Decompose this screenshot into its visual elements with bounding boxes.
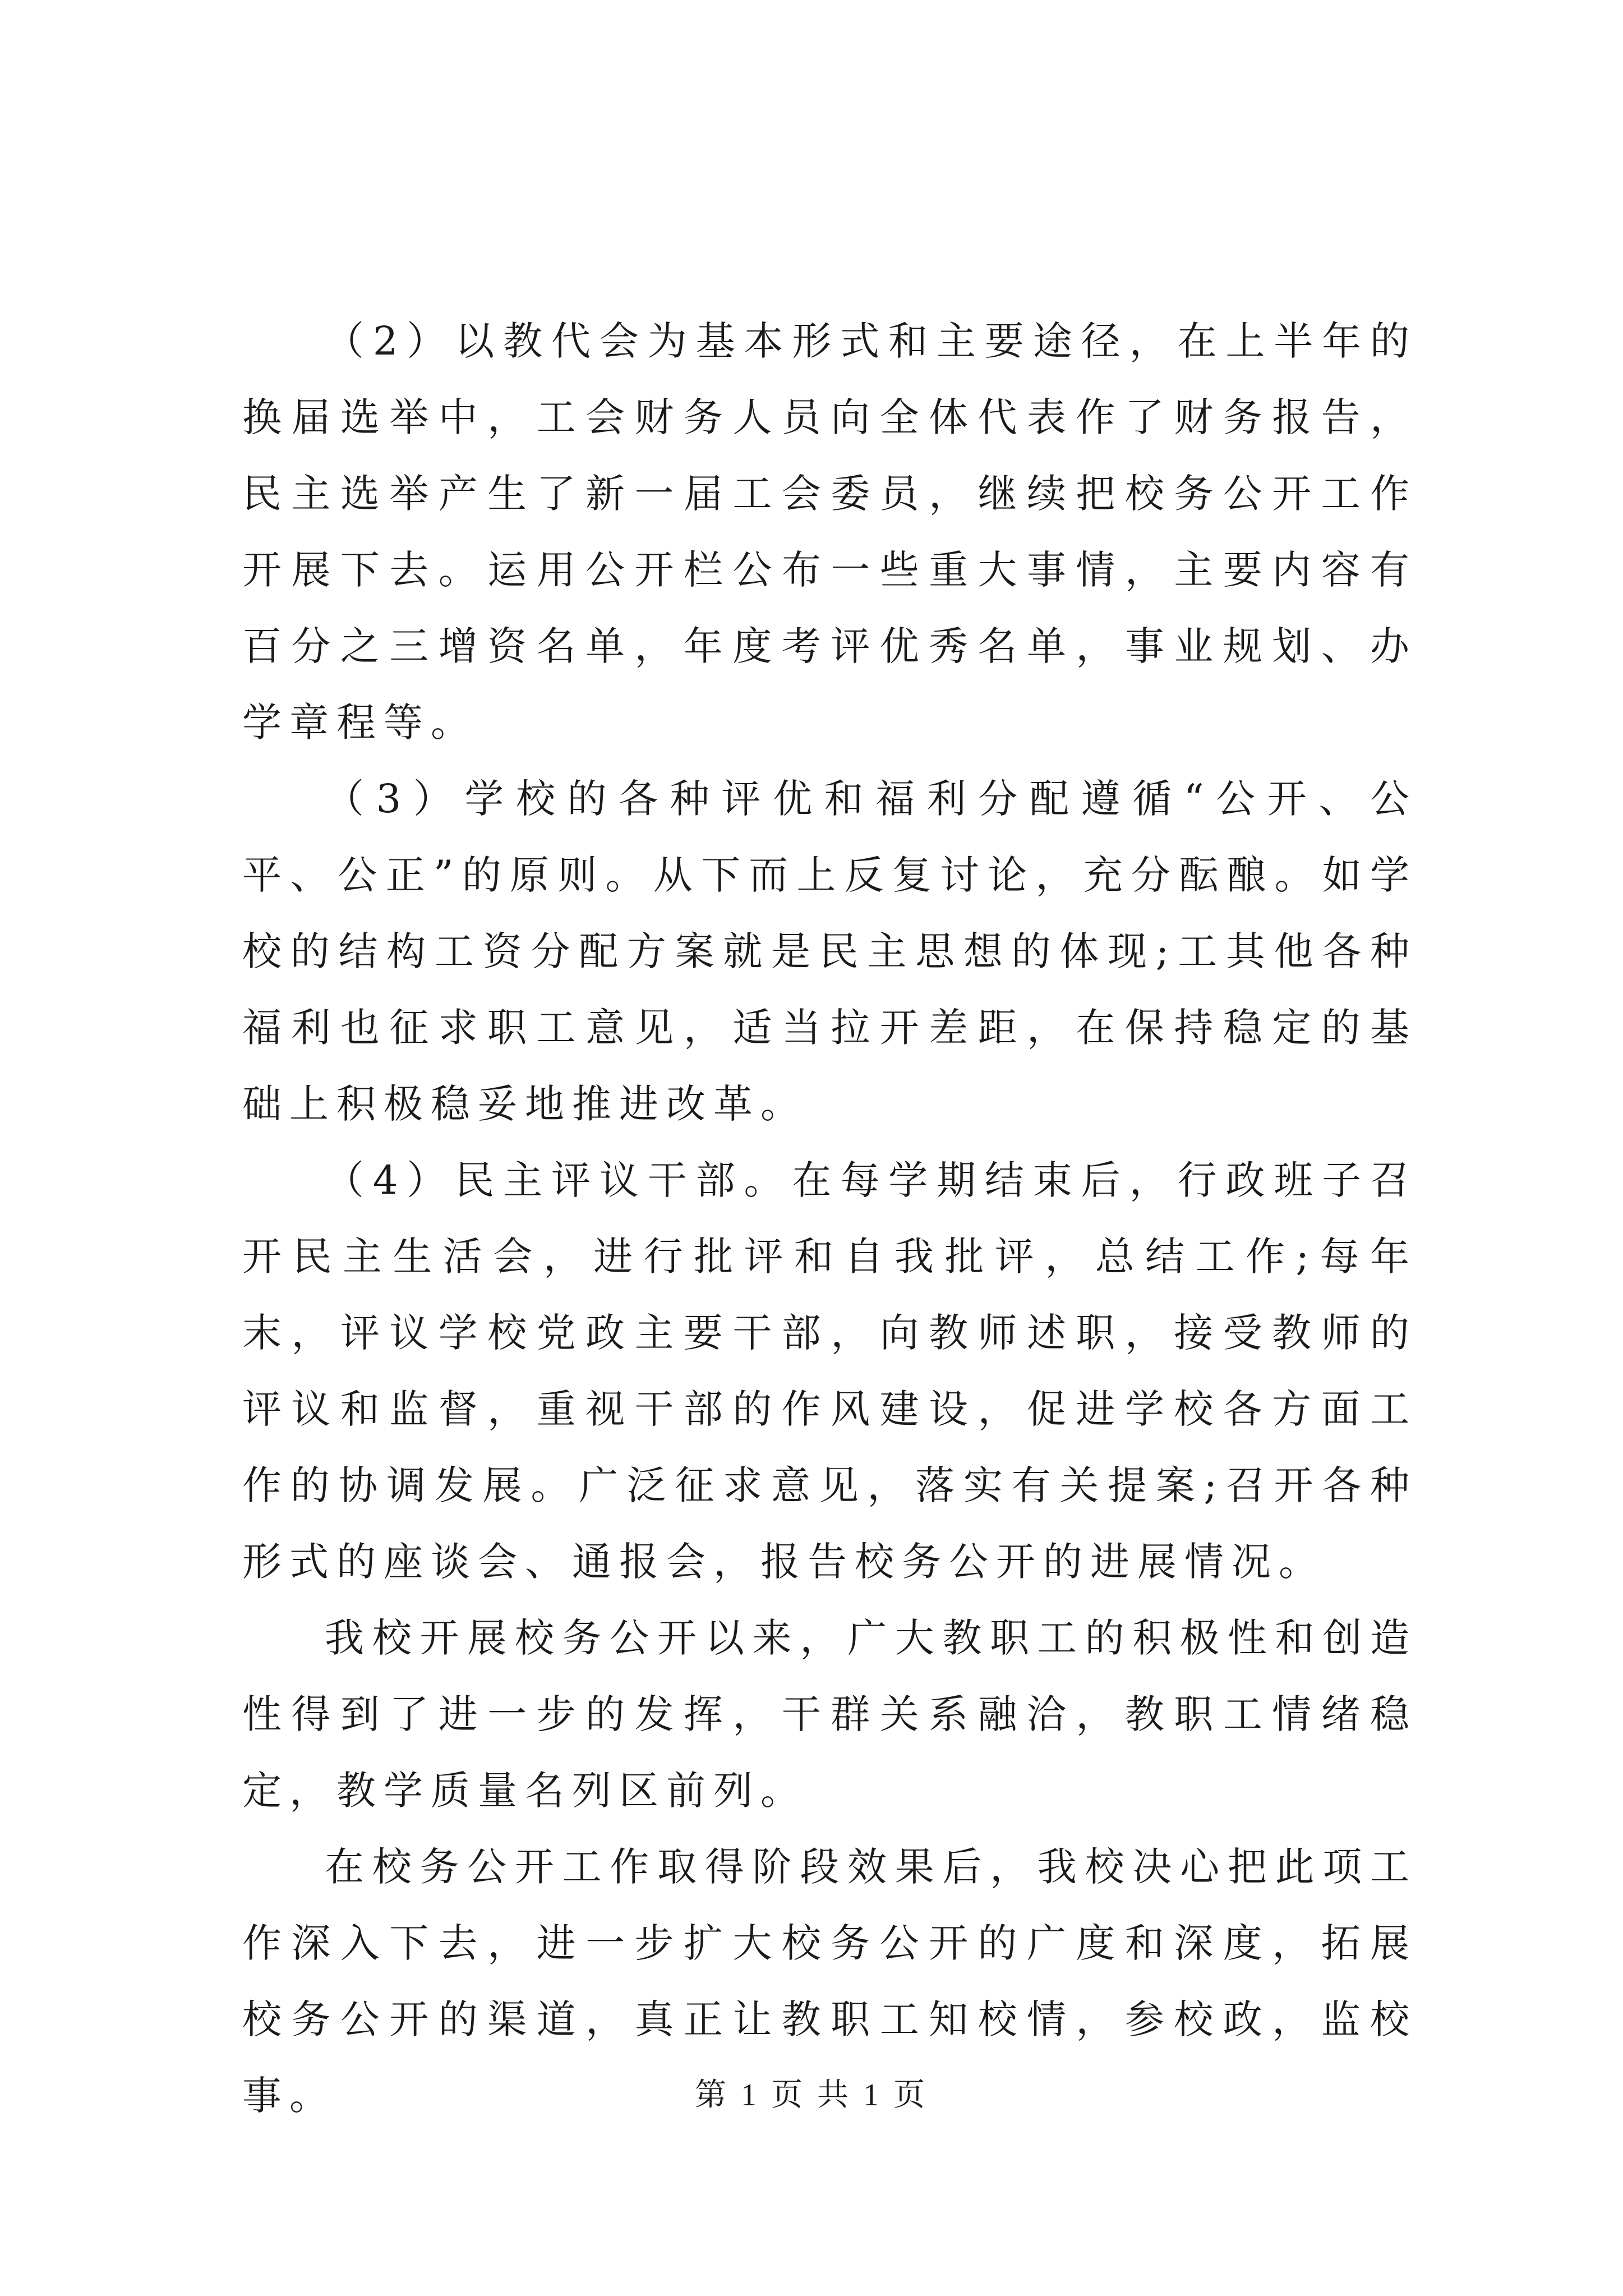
paragraph-3: （4）民主评议干部。在每学期结束后，行政班子召开民主生活会，进行批评和自我批评，总结工作;每年末，评议学校党政主要干部，向教师述职，接受教师的评议和监督，重视干部的作风建设，促进学校各方面工作的协调发展。广泛征求意见，落实有关提案;召开各种形式的座谈会、通报会，报告校务公开的进展情况。 xyxy=(242,1157,1417,1585)
paragraph-4: 我校开展校务公开以来，广大教职工的积极性和创造性得到了进一步的发挥，干群关系融洽，教职工情绪稳定，教学质量名列区前列。 xyxy=(242,1615,1417,1814)
paragraph-2: （3）学校的各种评优和福利分配遵循“公开、公平、公正”的原则。从下而上反复讨论，充分酝酿。如学校的结构工资分配方案就是民主思想的体现;工其他各种福利也征求职工意见，适当拉开差距，在保持稳定的基础上积极稳妥地推进改革。 xyxy=(242,776,1417,1127)
page-footer: 第 1 页 共 1 页 xyxy=(695,2078,928,2113)
paragraph-5: 在校务公开工作取得阶段效果后，我校决心把此项工作深入下去，进一步扩大校务公开的广度和深度，拓展校务公开的渠道，真正让教职工知校情，参校政，监校事。 xyxy=(242,1844,1417,2119)
document-body xyxy=(242,303,1417,2134)
paragraph-1: （2）以教代会为基本形式和主要途径，在上半年的换届选举中，工会财务人员向全体代表作了财务报告，民主选举产生了新一届工会委员，继续把校务公开工作开展下去。运用公开栏公布一些重大事情，主要内容有百分之三增资名单，年度考评优秀名单，事业规划、办学章程等。 xyxy=(242,318,1417,746)
